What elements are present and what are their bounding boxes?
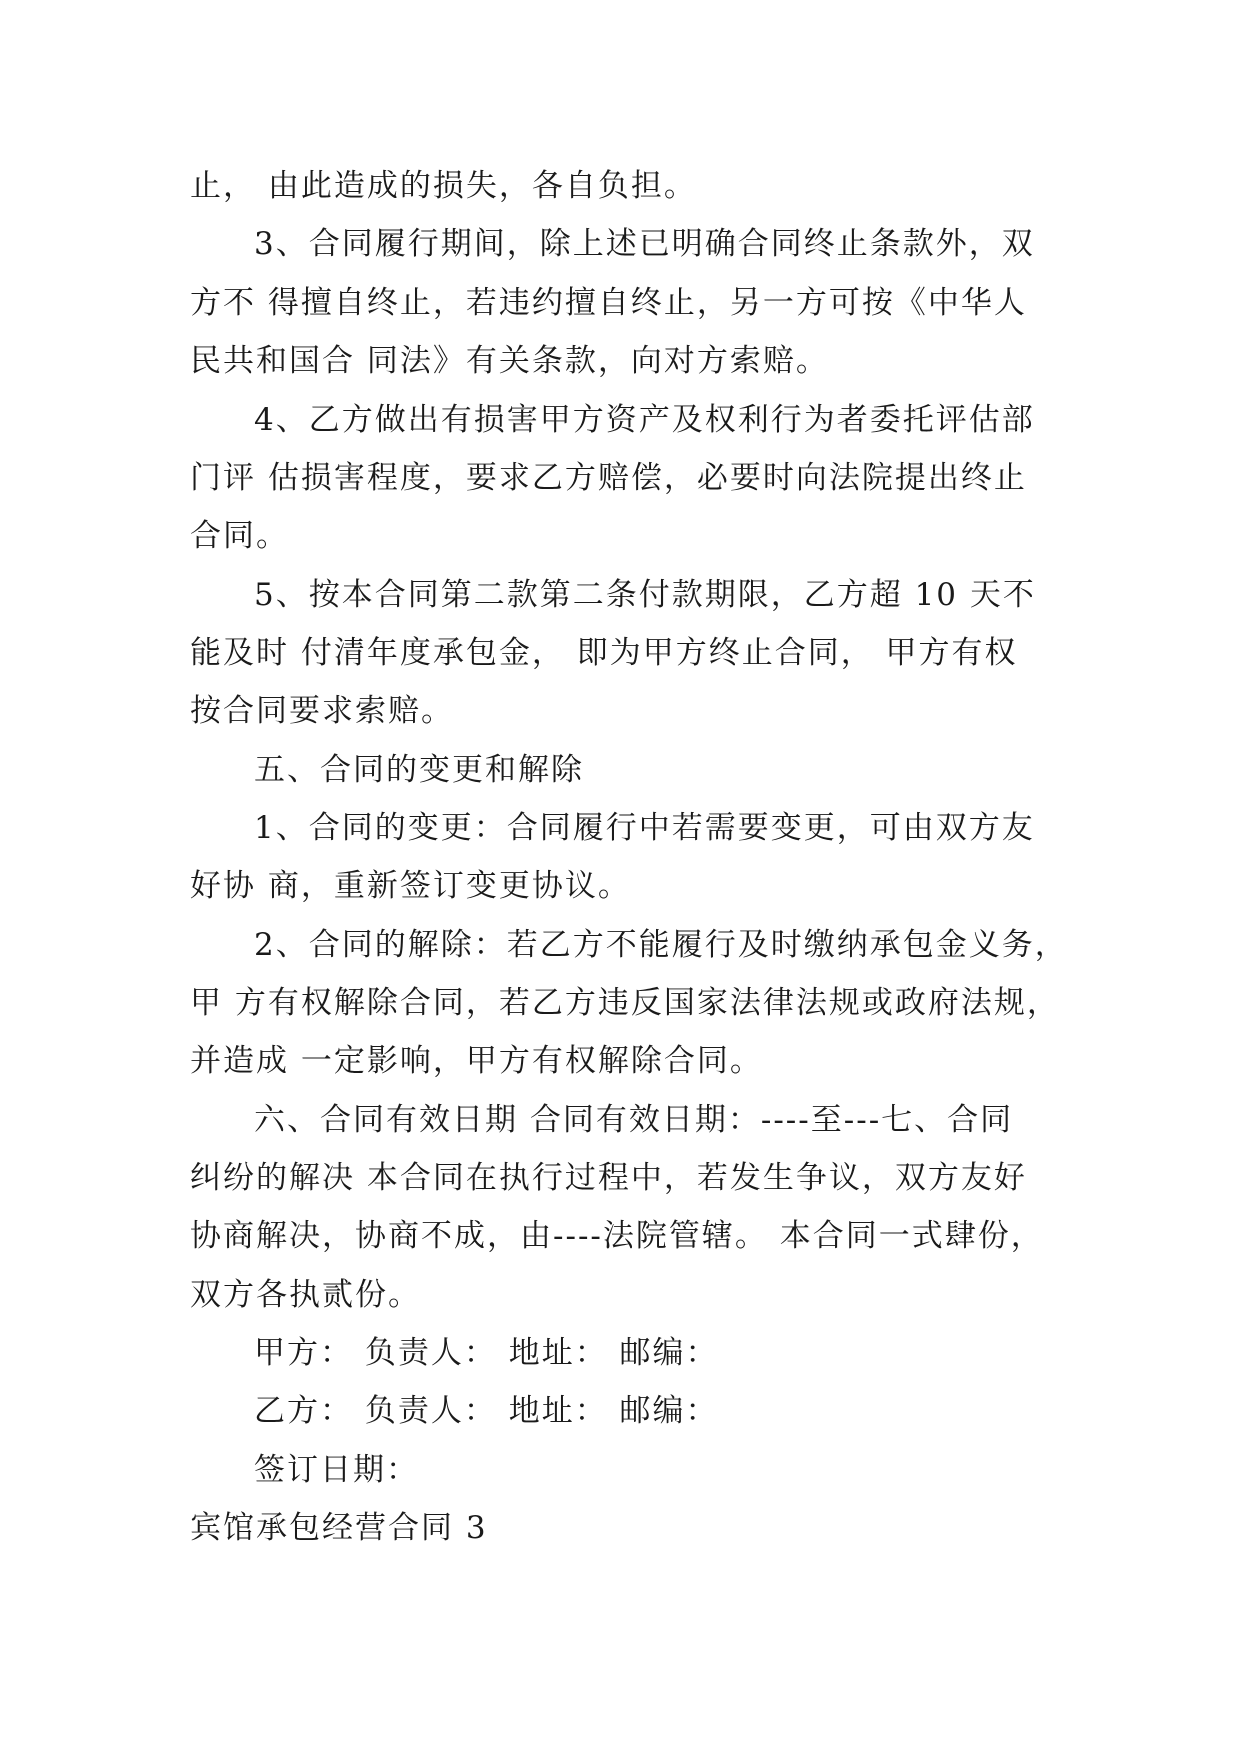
text-line: 好协 商，重新签订变更协议。 — [190, 868, 631, 904]
text-line: 合同。 — [190, 518, 289, 554]
text-line: 协商解决，协商不成，由----法院管辖。 本合同一式肆份， — [190, 1218, 1044, 1254]
text-line: 并造成 一定影响，甲方有权解除合同。 — [190, 1043, 763, 1079]
text-line: 门评 估损害程度，要求乙方赔偿，必要时向法院提出终止 — [190, 460, 1027, 496]
text-line: 4、乙方做出有损害甲方资产及权利行为者委托评估部 — [254, 402, 1035, 438]
text-line: 纠纷的解决 本合同在执行过程中，若发生争议，双方友好 — [190, 1160, 1027, 1196]
next-section-title: 宾馆承包经营合同 3 — [190, 1510, 488, 1546]
text-line: 六、合同有效日期 合同有效日期：----至---七、合同 — [254, 1102, 1014, 1138]
text-line: 按合同要求索赔。 — [190, 693, 454, 729]
text-line: 止， 由此造成的损失，各自负担。 — [190, 168, 697, 204]
signature-line-party-b: 乙方： 负责人： 地址： 邮编： — [254, 1393, 719, 1429]
text-line: 2、合同的解除：若乙方不能履行及时缴纳承包金义务， — [254, 927, 1068, 963]
text-line: 3、合同履行期间，除上述已明确合同终止条款外，双 — [254, 226, 1035, 262]
text-line: 方不 得擅自终止，若违约擅自终止，另一方可按《中华人 — [190, 285, 1027, 321]
text-line: 民共和国合 同法》有关条款，向对方索赔。 — [190, 343, 829, 379]
text-line: 双方各执贰份。 — [190, 1277, 421, 1313]
section-heading: 五、合同的变更和解除 — [254, 752, 584, 788]
signature-line-party-a: 甲方： 负责人： 地址： 邮编： — [254, 1335, 719, 1371]
text-line: 5、按本合同第二款第二条付款期限，乙方超 10 天不 — [254, 577, 1036, 613]
signing-date-line: 签订日期： — [254, 1452, 419, 1488]
text-line: 1、合同的变更：合同履行中若需要变更，可由双方友 — [254, 810, 1035, 846]
text-line: 甲 方有权解除合同，若乙方违反国家法律法规或政府法规， — [190, 985, 1060, 1021]
text-line: 能及时 付清年度承包金， 即为甲方终止合同， 甲方有权 — [190, 635, 1018, 671]
